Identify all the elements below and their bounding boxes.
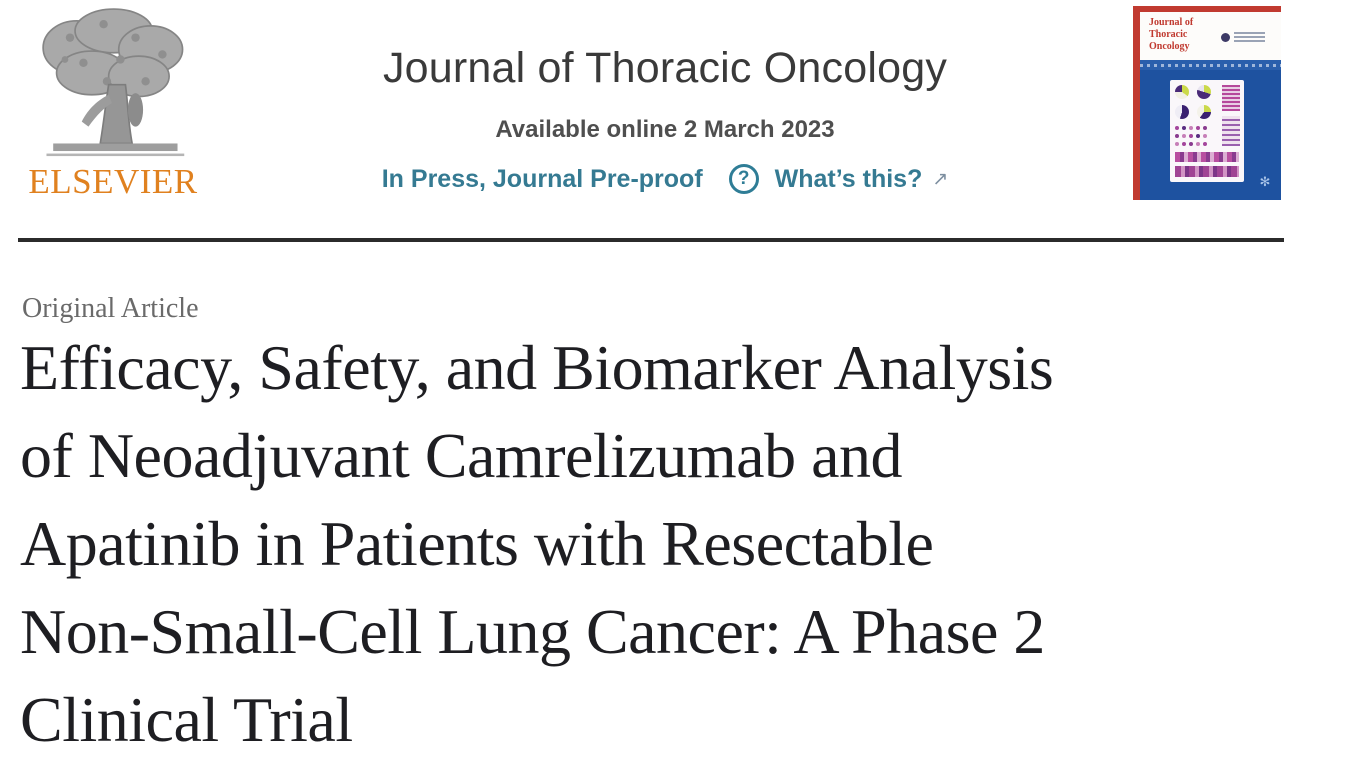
cover-journal-title: Journal of Thoracic Oncology — [1149, 17, 1194, 52]
journal-title-link[interactable]: Journal of Thoracic Oncology — [382, 44, 948, 92]
cover-pie-figure — [1175, 105, 1189, 119]
article-title-line: Apatinib in Patients with Resectable — [20, 508, 934, 579]
article-title-line: Clinical Trial — [20, 684, 353, 755]
iaslc-logo-icon: ✻ — [1259, 174, 1271, 189]
cover-histology-panel — [1222, 116, 1240, 146]
cover-pie-figure — [1197, 85, 1211, 99]
cover-heatmap-strip — [1175, 166, 1239, 177]
article-title-line: Non-Small-Cell Lung Cancer: A Phase 2 — [20, 596, 1045, 667]
cover-issue-band — [1140, 60, 1281, 70]
external-link-arrow-icon: ↗ — [932, 168, 949, 190]
header-divider-rule — [18, 238, 1284, 242]
cover-spine — [1133, 6, 1140, 200]
cover-dot-row — [1175, 142, 1207, 146]
available-online-date: Available online 2 March 2023 — [495, 116, 835, 143]
publication-status-row — [330, 160, 1000, 198]
cover-society-emblem — [1221, 29, 1265, 45]
journal-cover-thumbnail[interactable] — [1133, 6, 1281, 200]
help-question-icon[interactable]: ? — [729, 164, 759, 194]
article-type-label: Original Article — [22, 293, 199, 324]
article-title-line: of Neoadjuvant Camrelizumab and — [20, 420, 902, 491]
article-title — [20, 324, 1330, 764]
cover-pie-figure — [1175, 85, 1189, 99]
cover-dot-row — [1175, 134, 1207, 138]
cover-histology-panel — [1222, 85, 1240, 111]
cover-dot-row — [1175, 126, 1207, 130]
elsevier-wordmark: ELSEVIER — [28, 162, 198, 201]
cover-heatmap-strip — [1175, 152, 1239, 162]
article-title-line: Efficacy, Safety, and Biomarker Analysis — [20, 332, 1054, 403]
elsevier-logo[interactable] — [18, 2, 208, 202]
cover-figure-inset — [1170, 80, 1244, 182]
elsevier-tree-icon — [28, 4, 196, 162]
journal-header — [330, 0, 1000, 230]
cover-masthead — [1140, 12, 1281, 60]
cover-pie-figure — [1197, 105, 1211, 119]
whats-this-link[interactable]: What’s this? — [774, 164, 923, 193]
in-press-journal-preproof-link[interactable]: In Press, Journal Pre-proof — [381, 164, 703, 193]
